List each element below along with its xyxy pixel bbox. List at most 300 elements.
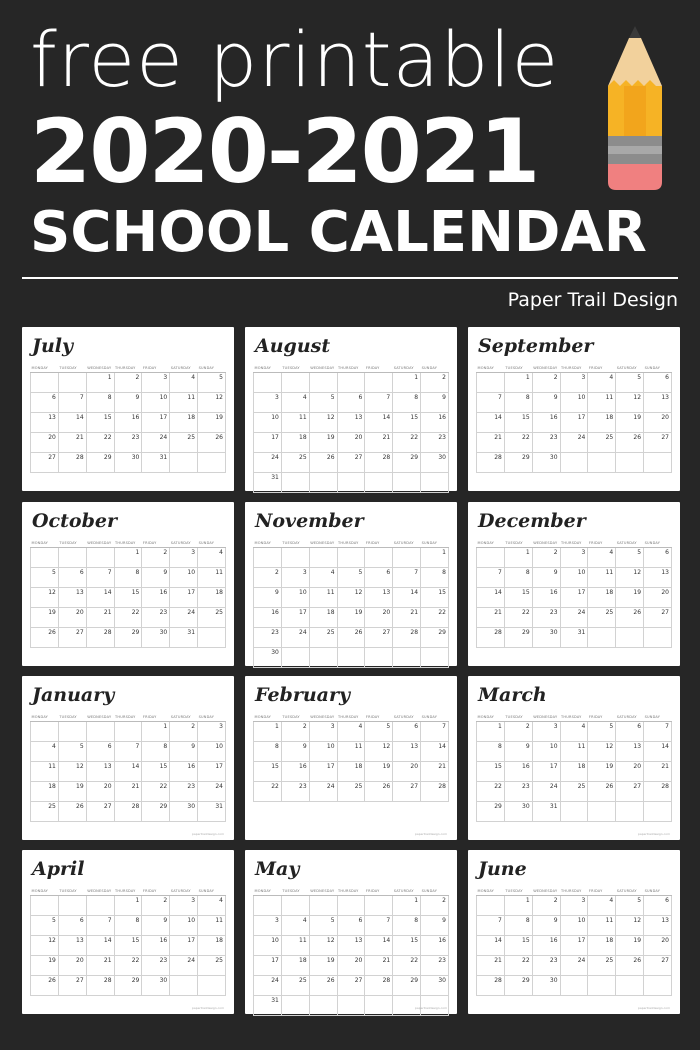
day-cell	[142, 742, 170, 762]
day-number: 26	[76, 803, 84, 810]
day-cell	[365, 762, 393, 782]
day-cell	[644, 936, 672, 956]
day-number: 4	[219, 549, 223, 556]
day-cell	[588, 393, 616, 413]
day-number: 3	[330, 723, 335, 730]
day-number: 28	[131, 803, 140, 810]
day-number: 8	[275, 743, 279, 750]
weekday-header: FRIDAY	[142, 888, 170, 896]
day-cell	[421, 976, 449, 996]
day-cell	[170, 548, 198, 568]
day-number: 9	[525, 743, 530, 750]
day-number: 21	[103, 609, 112, 616]
week-row	[31, 976, 226, 996]
day-cell	[393, 608, 421, 628]
day-cell	[421, 628, 449, 648]
day-number: 18	[605, 937, 614, 944]
day-cell	[365, 722, 393, 742]
day-cell	[532, 608, 560, 628]
day-number: 12	[633, 569, 642, 576]
day-cell	[365, 742, 393, 762]
day-number: 11	[354, 743, 363, 750]
day-cell	[560, 722, 588, 742]
day-number: 15	[103, 414, 112, 421]
day-number: 20	[382, 609, 391, 616]
day-number: 8	[163, 743, 168, 750]
weekday-header: WEDNESDAY	[532, 540, 560, 548]
day-number: 4	[358, 723, 363, 730]
day-number: 11	[48, 763, 56, 770]
day-cell	[644, 722, 672, 742]
day-number: 20	[661, 414, 669, 421]
day-number: 2	[442, 897, 446, 904]
day-number: 1	[135, 897, 140, 904]
day-number: 9	[553, 917, 558, 924]
day-number: 25	[605, 434, 614, 441]
month-card	[22, 676, 234, 840]
day-number: 9	[135, 394, 140, 401]
day-number: 22	[410, 957, 419, 964]
day-number: 3	[553, 723, 558, 730]
day-cell	[421, 722, 449, 742]
day-cell	[31, 976, 59, 996]
day-cell	[114, 433, 142, 453]
weekday-header: THURSDAY	[337, 540, 365, 548]
month-card	[245, 327, 457, 491]
day-cell	[31, 433, 59, 453]
empty-cell	[281, 648, 309, 668]
day-cell	[198, 802, 226, 822]
day-number: 18	[299, 957, 307, 964]
day-number: 30	[438, 977, 446, 984]
day-number: 18	[354, 763, 363, 770]
day-number: 23	[271, 629, 279, 636]
day-number: 11	[299, 414, 307, 421]
empty-cell	[86, 896, 114, 916]
weekday-header: TUESDAY	[281, 540, 309, 548]
day-cell	[616, 413, 644, 433]
day-cell	[86, 742, 114, 762]
day-number: 29	[494, 803, 502, 810]
month-table	[476, 888, 672, 996]
day-number: 16	[159, 589, 168, 596]
day-number: 18	[577, 763, 586, 770]
week-row	[254, 916, 449, 936]
day-cell	[309, 722, 337, 742]
empty-cell	[393, 548, 421, 568]
empty-cell	[588, 802, 616, 822]
day-cell	[142, 453, 170, 473]
day-number: 17	[299, 609, 307, 616]
day-number: 11	[215, 917, 223, 924]
day-number: 9	[191, 743, 196, 750]
day-number: 14	[410, 589, 419, 596]
day-cell	[86, 453, 114, 473]
day-number: 29	[410, 977, 419, 984]
day-cell	[58, 453, 86, 473]
day-cell	[281, 782, 309, 802]
week-row	[254, 956, 449, 976]
weekday-header: THURSDAY	[114, 540, 142, 548]
day-number: 17	[271, 434, 279, 441]
month-card	[245, 850, 457, 1014]
month-card	[468, 676, 680, 840]
weekday-header: FRIDAY	[365, 888, 393, 896]
day-cell	[504, 548, 532, 568]
weekday-header: FRIDAY	[588, 540, 616, 548]
day-cell	[504, 976, 532, 996]
day-cell	[114, 916, 142, 936]
day-number: 7	[135, 743, 140, 750]
weekday-header: WEDNESDAY	[532, 365, 560, 373]
empty-cell	[170, 453, 198, 473]
day-number: 11	[577, 743, 586, 750]
day-cell	[644, 588, 672, 608]
day-number: 21	[131, 783, 140, 790]
day-cell	[254, 782, 282, 802]
day-cell	[393, 433, 421, 453]
day-cell	[532, 802, 560, 822]
week-row	[477, 568, 672, 588]
day-number: 28	[103, 629, 112, 636]
day-number: 8	[414, 917, 419, 924]
week-row	[477, 916, 672, 936]
day-cell	[588, 742, 616, 762]
empty-cell	[560, 976, 588, 996]
empty-cell	[58, 722, 86, 742]
day-cell	[254, 608, 282, 628]
day-number: 2	[525, 723, 530, 730]
week-row	[31, 608, 226, 628]
week-row	[31, 433, 226, 453]
day-number: 26	[326, 454, 335, 461]
day-cell	[393, 762, 421, 782]
empty-cell	[86, 722, 114, 742]
day-cell	[142, 956, 170, 976]
day-number: 25	[215, 957, 223, 964]
day-cell	[421, 568, 449, 588]
day-number: 30	[549, 977, 558, 984]
day-cell	[532, 956, 560, 976]
day-number: 17	[577, 414, 586, 421]
day-number: 10	[577, 394, 586, 401]
day-number: 19	[633, 414, 642, 421]
day-number: 8	[135, 917, 140, 924]
empty-cell	[198, 628, 226, 648]
empty-cell	[281, 373, 309, 393]
day-cell	[198, 742, 226, 762]
empty-cell	[58, 548, 86, 568]
day-cell	[58, 976, 86, 996]
day-cell	[504, 373, 532, 393]
day-cell	[477, 762, 505, 782]
day-number: 4	[219, 897, 223, 904]
day-cell	[86, 433, 114, 453]
day-cell	[254, 588, 282, 608]
day-number: 3	[163, 374, 168, 381]
day-cell	[337, 413, 365, 433]
week-row	[477, 802, 672, 822]
weekday-header: SATURDAY	[616, 714, 644, 722]
weekday-header: SATURDAY	[393, 714, 421, 722]
day-number: 7	[386, 917, 391, 924]
weekday-header: SATURDAY	[170, 888, 198, 896]
weekday-header: SUNDAY	[198, 365, 226, 373]
day-number: 5	[330, 917, 335, 924]
day-cell	[198, 608, 226, 628]
day-cell	[393, 628, 421, 648]
day-cell	[560, 608, 588, 628]
day-number: 12	[382, 743, 391, 750]
day-cell	[142, 588, 170, 608]
weekday-header: THURSDAY	[560, 365, 588, 373]
empty-cell	[86, 548, 114, 568]
day-cell	[421, 896, 449, 916]
day-cell	[337, 588, 365, 608]
day-cell	[142, 568, 170, 588]
day-number: 27	[661, 957, 669, 964]
day-cell	[58, 433, 86, 453]
weekday-header: SATURDAY	[616, 888, 644, 896]
day-number: 10	[326, 743, 335, 750]
day-cell	[532, 976, 560, 996]
day-number: 8	[525, 569, 530, 576]
day-number: 1	[525, 549, 530, 556]
day-cell	[393, 568, 421, 588]
card-footer-url: papertraildesign.com	[192, 832, 224, 836]
week-row	[31, 588, 226, 608]
day-number: 4	[609, 374, 614, 381]
day-cell	[393, 742, 421, 762]
day-cell	[31, 956, 59, 976]
day-number: 14	[103, 589, 112, 596]
day-cell	[254, 648, 282, 668]
weekday-header: TUESDAY	[58, 888, 86, 896]
day-number: 3	[275, 917, 279, 924]
day-number: 23	[522, 783, 530, 790]
day-cell	[114, 976, 142, 996]
day-cell	[114, 568, 142, 588]
day-number: 27	[354, 454, 363, 461]
day-number: 8	[525, 917, 530, 924]
week-row	[254, 648, 449, 668]
day-number: 24	[187, 957, 196, 964]
empty-cell	[365, 996, 393, 1016]
day-number: 27	[661, 434, 669, 441]
day-cell	[170, 936, 198, 956]
day-cell	[58, 608, 86, 628]
day-number: 24	[215, 783, 223, 790]
day-number: 22	[159, 783, 168, 790]
empty-cell	[31, 373, 59, 393]
empty-cell	[588, 453, 616, 473]
day-number: 30	[271, 649, 279, 656]
day-cell	[477, 588, 505, 608]
day-cell	[309, 762, 337, 782]
day-cell	[254, 762, 282, 782]
day-cell	[198, 936, 226, 956]
day-cell	[114, 548, 142, 568]
day-number: 25	[299, 454, 307, 461]
day-cell	[31, 413, 59, 433]
empty-cell	[477, 548, 505, 568]
weekday-header: TUESDAY	[58, 714, 86, 722]
weekday-header: TUESDAY	[281, 714, 309, 722]
weekday-header: WEDNESDAY	[309, 714, 337, 722]
empty-cell	[477, 373, 505, 393]
day-number: 30	[131, 454, 140, 461]
day-number: 26	[605, 783, 614, 790]
week-row	[254, 413, 449, 433]
day-number: 10	[187, 917, 196, 924]
day-cell	[560, 373, 588, 393]
day-cell	[198, 568, 226, 588]
weekday-header: FRIDAY	[142, 540, 170, 548]
day-number: 27	[633, 783, 642, 790]
day-number: 17	[187, 937, 196, 944]
day-number: 6	[358, 917, 363, 924]
day-cell	[616, 393, 644, 413]
day-number: 24	[159, 434, 168, 441]
weekday-header: FRIDAY	[142, 714, 170, 722]
day-cell	[477, 936, 505, 956]
day-cell	[477, 722, 505, 742]
day-number: 27	[103, 803, 112, 810]
day-cell	[393, 393, 421, 413]
week-row	[477, 608, 672, 628]
day-number: 24	[549, 783, 558, 790]
day-cell	[31, 393, 59, 413]
empty-cell	[309, 896, 337, 916]
empty-cell	[114, 722, 142, 742]
empty-cell	[309, 996, 337, 1016]
day-number: 5	[330, 394, 335, 401]
day-cell	[142, 976, 170, 996]
day-cell	[31, 802, 59, 822]
day-cell	[477, 433, 505, 453]
day-number: 12	[326, 937, 335, 944]
day-cell	[616, 373, 644, 393]
day-cell	[560, 568, 588, 588]
day-number: 22	[522, 957, 530, 964]
week-row	[477, 896, 672, 916]
day-cell	[31, 628, 59, 648]
day-cell	[309, 936, 337, 956]
day-number: 29	[410, 454, 419, 461]
day-cell	[337, 568, 365, 588]
day-cell	[421, 916, 449, 936]
day-cell	[31, 588, 59, 608]
empty-cell	[616, 628, 644, 648]
month-title: August	[255, 335, 331, 357]
day-number: 23	[159, 609, 168, 616]
month-card	[468, 502, 680, 666]
month-card	[22, 502, 234, 666]
day-number: 4	[302, 394, 307, 401]
week-row	[477, 413, 672, 433]
month-card	[22, 850, 234, 1014]
day-number: 9	[442, 917, 446, 924]
day-cell	[504, 782, 532, 802]
day-number: 17	[577, 589, 586, 596]
day-cell	[337, 628, 365, 648]
day-number: 28	[494, 629, 502, 636]
day-number: 30	[159, 629, 168, 636]
week-row	[254, 722, 449, 742]
day-number: 30	[549, 454, 558, 461]
day-cell	[309, 568, 337, 588]
empty-cell	[365, 548, 393, 568]
day-number: 3	[219, 723, 223, 730]
day-cell	[170, 742, 198, 762]
weekday-header: THURSDAY	[337, 888, 365, 896]
day-number: 21	[410, 609, 419, 616]
card-footer-url: papertraildesign.com	[415, 1006, 447, 1010]
day-number: 30	[549, 629, 558, 636]
day-cell	[170, 896, 198, 916]
day-cell	[142, 802, 170, 822]
day-cell	[58, 588, 86, 608]
weekday-header: SATURDAY	[393, 888, 421, 896]
day-cell	[421, 548, 449, 568]
day-cell	[281, 742, 309, 762]
day-number: 4	[52, 743, 56, 750]
day-cell	[254, 433, 282, 453]
empty-cell	[170, 976, 198, 996]
day-cell	[504, 393, 532, 413]
month-title: July	[32, 335, 74, 357]
day-cell	[421, 393, 449, 413]
day-number: 17	[549, 763, 558, 770]
day-cell	[477, 608, 505, 628]
day-cell	[616, 762, 644, 782]
day-cell	[588, 373, 616, 393]
week-row	[254, 628, 449, 648]
day-number: 15	[131, 937, 140, 944]
day-cell	[477, 393, 505, 413]
day-cell	[504, 742, 532, 762]
empty-cell	[393, 648, 421, 668]
day-cell	[281, 956, 309, 976]
day-number: 1	[442, 549, 446, 556]
empty-cell	[309, 648, 337, 668]
day-cell	[644, 762, 672, 782]
day-cell	[532, 628, 560, 648]
empty-cell	[365, 896, 393, 916]
day-number: 11	[605, 569, 614, 576]
day-number: 18	[187, 414, 196, 421]
day-cell	[588, 568, 616, 588]
header-divider	[22, 277, 678, 279]
day-cell	[616, 568, 644, 588]
day-number: 18	[605, 414, 614, 421]
day-cell	[142, 722, 170, 742]
day-cell	[31, 453, 59, 473]
headline-school-calendar: SCHOOL CALENDAR	[30, 200, 647, 265]
weekday-header: SUNDAY	[421, 540, 449, 548]
weekday-header: SATURDAY	[393, 540, 421, 548]
day-cell	[114, 393, 142, 413]
day-cell	[170, 413, 198, 433]
empty-cell	[560, 802, 588, 822]
day-number: 10	[299, 589, 307, 596]
weekday-header: SUNDAY	[644, 888, 672, 896]
day-cell	[281, 568, 309, 588]
day-cell	[142, 782, 170, 802]
day-number: 25	[299, 977, 307, 984]
weekday-header: WEDNESDAY	[532, 888, 560, 896]
day-cell	[281, 453, 309, 473]
